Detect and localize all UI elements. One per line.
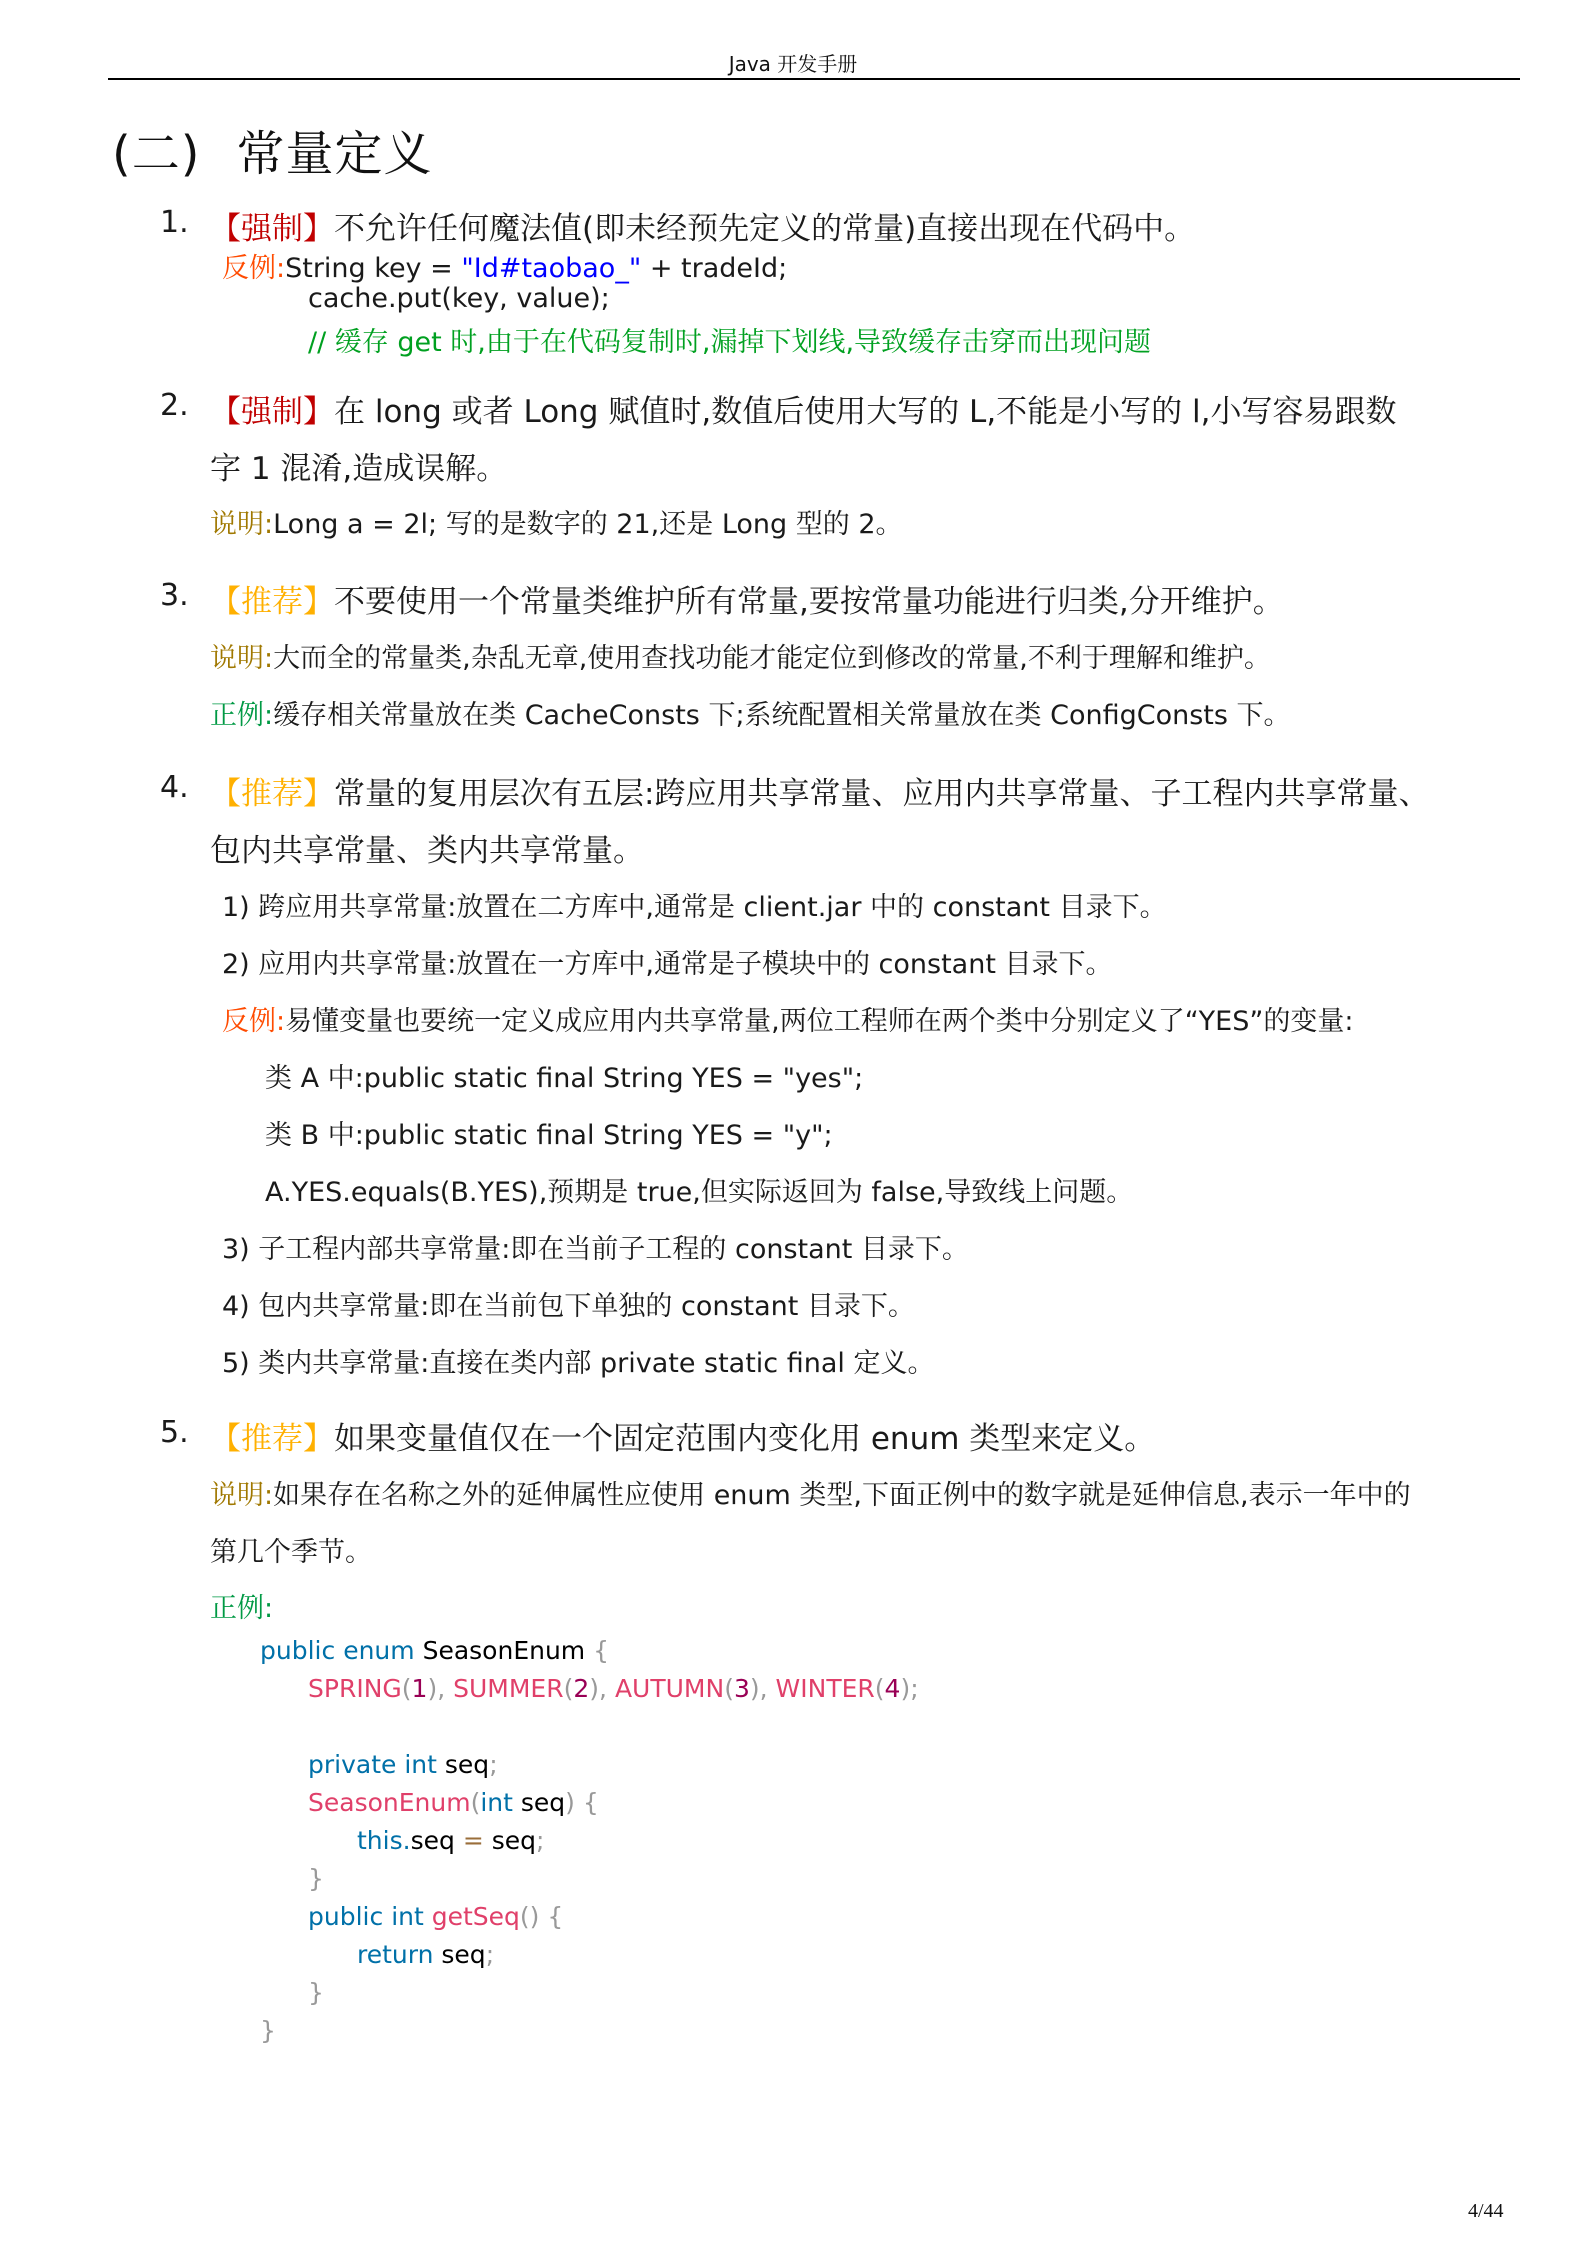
recommended-tag: 【推荐】 <box>210 584 334 620</box>
code-identifier: seq <box>520 1788 566 1817</box>
code-line <box>260 1636 609 1665</box>
code-punct: ; <box>910 1674 919 1703</box>
code-punct: ( <box>519 1902 530 1931</box>
code-enum-constant: SUMMER <box>453 1674 564 1703</box>
counter-example-line: A.YES.equals(B.YES),预期是 true,但实际返回为 false,导致线上问题。 <box>265 1177 1134 1208</box>
code-text: String key = <box>285 253 462 284</box>
positive-example-text: 缓存相关常量放在类 CacheConsts 下;系统配置相关常量放在类 ConfigConsts 下。 <box>273 700 1291 731</box>
section-title: 常量定义 <box>236 126 433 182</box>
code-punct: { <box>593 1636 610 1665</box>
code-punct: ( <box>401 1674 412 1703</box>
counter-example-label: 反例: <box>222 1006 286 1037</box>
code-number: 1 <box>411 1674 428 1703</box>
code-text: + tradeId; <box>641 253 788 284</box>
code-comment: // 缓存 get 时,由于在代码复制时,漏掉下划线,导致缓存击穿而出现问题 <box>308 327 1152 358</box>
rule-statement <box>210 576 1284 621</box>
section-heading <box>112 115 432 184</box>
code-identifier: seq <box>491 1826 536 1855</box>
section-number: (二) <box>112 126 201 182</box>
code-identifier: SeasonEnum <box>422 1636 586 1665</box>
code-keyword: return <box>357 1940 434 1969</box>
recommended-tag: 【推荐】 <box>210 776 334 812</box>
code-number: 3 <box>733 1674 750 1703</box>
counter-example <box>222 999 1353 1038</box>
running-header: Java 开发手册 <box>728 52 858 76</box>
note <box>210 502 903 541</box>
note-label: 说明: <box>210 1480 274 1511</box>
counter-example-line: 类 A 中:public static final String YES = "yes"; <box>265 1063 864 1094</box>
counter-example-line: 类 B 中:public static final String YES = "y"; <box>265 1120 833 1151</box>
code-number: 4 <box>884 1674 901 1703</box>
rule-text-continued: 字 1 混淆,造成误解。 <box>210 451 508 487</box>
rule-statement <box>210 1413 1155 1458</box>
code-punct: ; <box>536 1826 545 1855</box>
code-punct: ) <box>565 1788 575 1817</box>
code-line <box>308 1788 599 1817</box>
code-punct: ) <box>529 1902 540 1931</box>
note <box>210 636 1271 675</box>
code-punct: ( <box>470 1788 481 1817</box>
note-label: 说明: <box>210 643 274 674</box>
positive-example-label: 正例: <box>210 700 274 731</box>
rule-statement <box>210 203 1195 248</box>
item-number: 3. <box>160 578 189 613</box>
code-keyword: int <box>404 1750 437 1779</box>
counter-example-text: 易懂变量也要统一定义成应用内共享常量,两位工程师在两个类中分别定义了“YES”的变量: <box>285 1006 1354 1037</box>
code-enum-constant: WINTER <box>775 1674 875 1703</box>
positive-example <box>210 693 1291 732</box>
code-punct: ) <box>589 1674 600 1703</box>
code-line: } <box>308 1978 324 2007</box>
sub-item-4: 4) 包内共享常量:即在当前包下单独的 constant 目录下。 <box>222 1291 915 1322</box>
code-keyword: private <box>308 1750 397 1779</box>
item-number: 1. <box>160 205 189 240</box>
code-operator: = <box>462 1826 484 1855</box>
code-identifier: seq <box>444 1750 490 1779</box>
code-keyword: public <box>308 1902 384 1931</box>
note-text-continued: 第几个季节。 <box>210 1537 372 1568</box>
rule-statement <box>210 386 1397 431</box>
sub-item-3: 3) 子工程内部共享常量:即在当前子工程的 constant 目录下。 <box>222 1234 969 1265</box>
code-line: } <box>308 1864 324 1893</box>
rule-text: 在 long 或者 Long 赋值时,数值后使用大写的 L,不能是小写的 l,小写容易跟数 <box>334 394 1397 430</box>
code-punct: ; <box>485 1940 495 1969</box>
note-text: 大而全的常量类,杂乱无章,使用查找功能才能定位到修改的常量,不利于理解和维护。 <box>273 643 1271 674</box>
header-divider <box>108 78 1520 80</box>
code-line: cache.put(key, value); <box>308 283 610 314</box>
code-punct: { <box>582 1788 599 1817</box>
rule-text: 如果变量值仅在一个固定范围内变化用 enum 类型来定义。 <box>334 1421 1156 1457</box>
code-line <box>308 1902 563 1931</box>
code-string: "Id#taobao_" <box>461 253 642 284</box>
code-punct: , <box>599 1674 615 1703</box>
code-keyword: int <box>480 1788 513 1817</box>
rule-text-continued: 包内共享常量、类内共享常量。 <box>210 833 644 869</box>
note-text: 如果存在名称之外的延伸属性应使用 enum 类型,下面正例中的数字就是延伸信息,表示一年中的 <box>273 1480 1411 1511</box>
code-punct: , <box>759 1674 776 1703</box>
note-label: 说明: <box>210 509 274 540</box>
code-line <box>308 1750 498 1779</box>
code-identifier: seq <box>410 1826 455 1855</box>
code-method: getSeq <box>431 1902 520 1931</box>
code-punct: { <box>547 1902 564 1931</box>
code-punct: ( <box>724 1674 734 1703</box>
note <box>210 1473 1411 1512</box>
code-keyword: this. <box>357 1826 411 1855</box>
code-punct: , <box>437 1674 454 1703</box>
code-punct: ; <box>489 1750 498 1779</box>
code-keyword: public <box>260 1636 336 1665</box>
sub-item-5: 5) 类内共享常量:直接在类内部 private static final 定义。 <box>222 1348 935 1379</box>
code-line <box>357 1940 494 1969</box>
rule-text: 常量的复用层次有五层:跨应用共享常量、应用内共享常量、子工程内共享常量、 <box>334 776 1430 812</box>
sub-item-2: 2) 应用内共享常量:放置在一方库中,通常是子模块中的 constant 目录下。 <box>222 949 1113 980</box>
code-enum-constant: SPRING <box>308 1674 402 1703</box>
item-number: 2. <box>160 388 189 423</box>
item-number: 4. <box>160 770 189 805</box>
rule-statement <box>210 768 1429 813</box>
item-number: 5. <box>160 1415 189 1450</box>
code-punct: ) <box>900 1674 911 1703</box>
code-punct: ) <box>749 1674 760 1703</box>
positive-example-label: 正例: <box>210 1593 274 1624</box>
recommended-tag: 【推荐】 <box>210 1421 334 1457</box>
code-line <box>357 1826 544 1855</box>
sub-item-1: 1) 跨应用共享常量:放置在二方库中,通常是 client.jar 中的 constant 目录下。 <box>222 892 1167 923</box>
code-number: 2 <box>573 1674 590 1703</box>
code-line <box>308 1674 919 1703</box>
code-identifier: seq <box>441 1940 486 1969</box>
counter-example <box>222 246 787 285</box>
code-enum-constant: AUTUMN <box>614 1674 725 1703</box>
code-punct: ( <box>874 1674 885 1703</box>
page-number: 4/44 <box>1468 2200 1504 2222</box>
rule-text: 不允许任何魔法值(即未经预先定义的常量)直接出现在代码中。 <box>334 211 1196 247</box>
counter-example-label: 反例: <box>222 253 286 284</box>
code-punct: ) <box>427 1674 438 1703</box>
mandatory-tag: 【强制】 <box>210 211 334 247</box>
code-punct: ( <box>563 1674 574 1703</box>
code-line: } <box>260 2016 276 2045</box>
mandatory-tag: 【强制】 <box>210 394 334 430</box>
note-text: Long a = 2l; 写的是数字的 21,还是 Long 型的 2。 <box>273 509 903 540</box>
code-keyword: int <box>391 1902 424 1931</box>
code-constructor: SeasonEnum <box>308 1788 471 1817</box>
code-keyword: enum <box>343 1636 415 1665</box>
rule-text: 不要使用一个常量类维护所有常量,要按常量功能进行归类,分开维护。 <box>334 584 1284 620</box>
